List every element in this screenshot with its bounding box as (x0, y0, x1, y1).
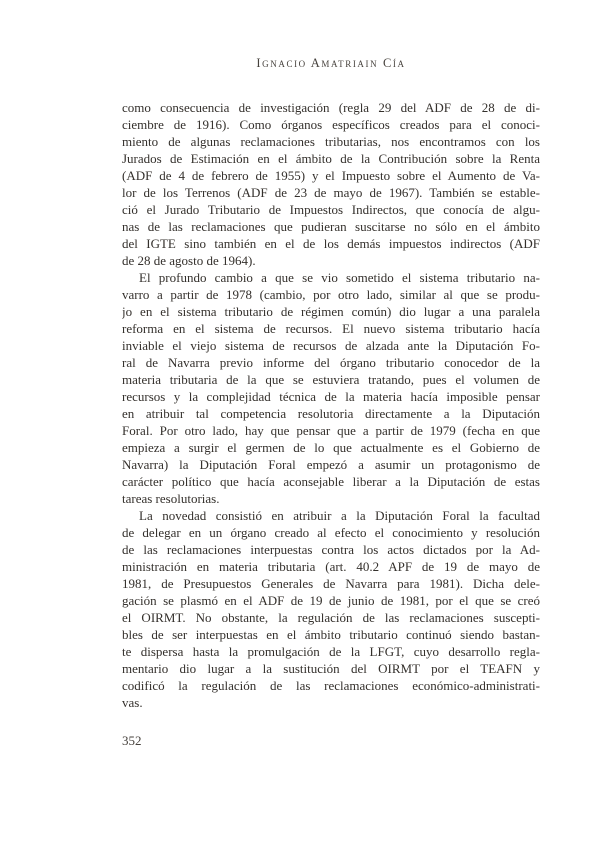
text-line: reforma en el sistema de recursos. El nuevo sistema tributario hacía (122, 321, 540, 336)
text-line: el OIRMT. No obstante, la regulación de las reclamaciones suscepti- (122, 610, 540, 625)
text-line: Navarra) la Diputación Foral empezó a asumir un protagonismo de (122, 457, 540, 472)
text-line: ciembre de 1916). Como órganos específicos creados para el conoci- (122, 117, 540, 132)
text-line: (ADF de 4 de febrero de 1955) y el Impuesto sobre el Aumento de Va- (122, 168, 540, 183)
text-line: como consecuencia de investigación (regla 29 del ADF de 28 de di- (122, 100, 540, 115)
text-line: te dispersa hasta la promulgación de la LFGT, cuyo desarrollo regla- (122, 644, 540, 659)
text-line: varro a partir de 1978 (cambio, por otro lado, similar al que se produ- (122, 287, 540, 302)
text-line: Jurados de Estimación en el ámbito de la Contribución sobre la Renta (122, 151, 540, 166)
text-line: nas de las reclamaciones que pudieran suscitarse no sólo en el ámbito (122, 219, 540, 234)
running-header: Ignacio Amatriain Cía (256, 56, 406, 70)
text-line: inviable el viejo sistema de recursos de alzada ante la Diputación Fo- (122, 338, 540, 353)
text-line: de delegar en un órgano creado al efecto el conocimiento y resolución (122, 525, 540, 540)
text-line: lor de los Terrenos (ADF de 23 de mayo de 1967). También se estable- (122, 185, 540, 200)
text-line: bles de ser interpuestas en el ámbito tributario continuó siendo bastan- (122, 627, 540, 642)
text-line: miento de algunas reclamaciones tributarias, nos encontramos con los (122, 134, 540, 149)
text-line: materia tributaria de la que se estuviera tratando, pues el volumen de (122, 372, 540, 387)
text-line: recursos y la complejidad técnica de la materia hacía imposible pensar (122, 389, 540, 404)
text-line: codificó la regulación de las reclamaciones económico-administrati- (122, 678, 540, 693)
text-line: del IGTE sino también en el de los demás impuestos indirectos (ADF (122, 236, 540, 251)
text-line: jo en el sistema tributario de régimen común) dio lugar a una paralela (122, 304, 540, 319)
text-line: tareas resolutorias. (122, 491, 220, 506)
text-line: carácter político que hacía aconsejable liberar a la Diputación de estas (122, 474, 540, 489)
text-line: empieza a surgir el germen de lo que actualmente es el Gobierno de (122, 440, 540, 455)
body-text (122, 99, 540, 711)
text-line: ció el Jurado Tributario de Impuestos Indirectos, que conocía de algu- (122, 202, 540, 217)
text-line: 1981, de Presupuestos Generales de Navarra para 1981). Dicha dele- (122, 576, 540, 591)
text-line: en atribuir tal competencia resolutoria directamente a la Diputación (122, 406, 540, 421)
text-line: ministración en materia tributaria (art. 40.2 APF de 19 de mayo de (122, 559, 540, 574)
page-number: 352 (122, 733, 142, 748)
text-line: El profundo cambio a que se vio sometido el sistema tributario na- (139, 270, 540, 285)
text-line: gación se plasmó en el ADF de 19 de junio de 1981, por el que se creó (122, 593, 540, 608)
text-line: vas. (122, 695, 143, 710)
paragraph-1 (122, 99, 540, 269)
text-line: mentario dio lugar a la sustitución del OIRMT por el TEAFN y (122, 661, 540, 676)
text-line: La novedad consistió en atribuir a la Diputación Foral la facultad (139, 508, 540, 523)
text-line: de 28 de agosto de 1964). (122, 253, 256, 268)
text-line: de las reclamaciones interpuestas contra los actos dictados por la Ad- (122, 542, 540, 557)
text-line: ral de Navarra previo informe del órgano tributario conocedor de la (122, 355, 540, 370)
text-line: Foral. Por otro lado, hay que pensar que a partir de 1979 (fecha en que (122, 423, 540, 438)
paragraph-3 (122, 507, 540, 711)
paragraph-2 (122, 269, 540, 507)
